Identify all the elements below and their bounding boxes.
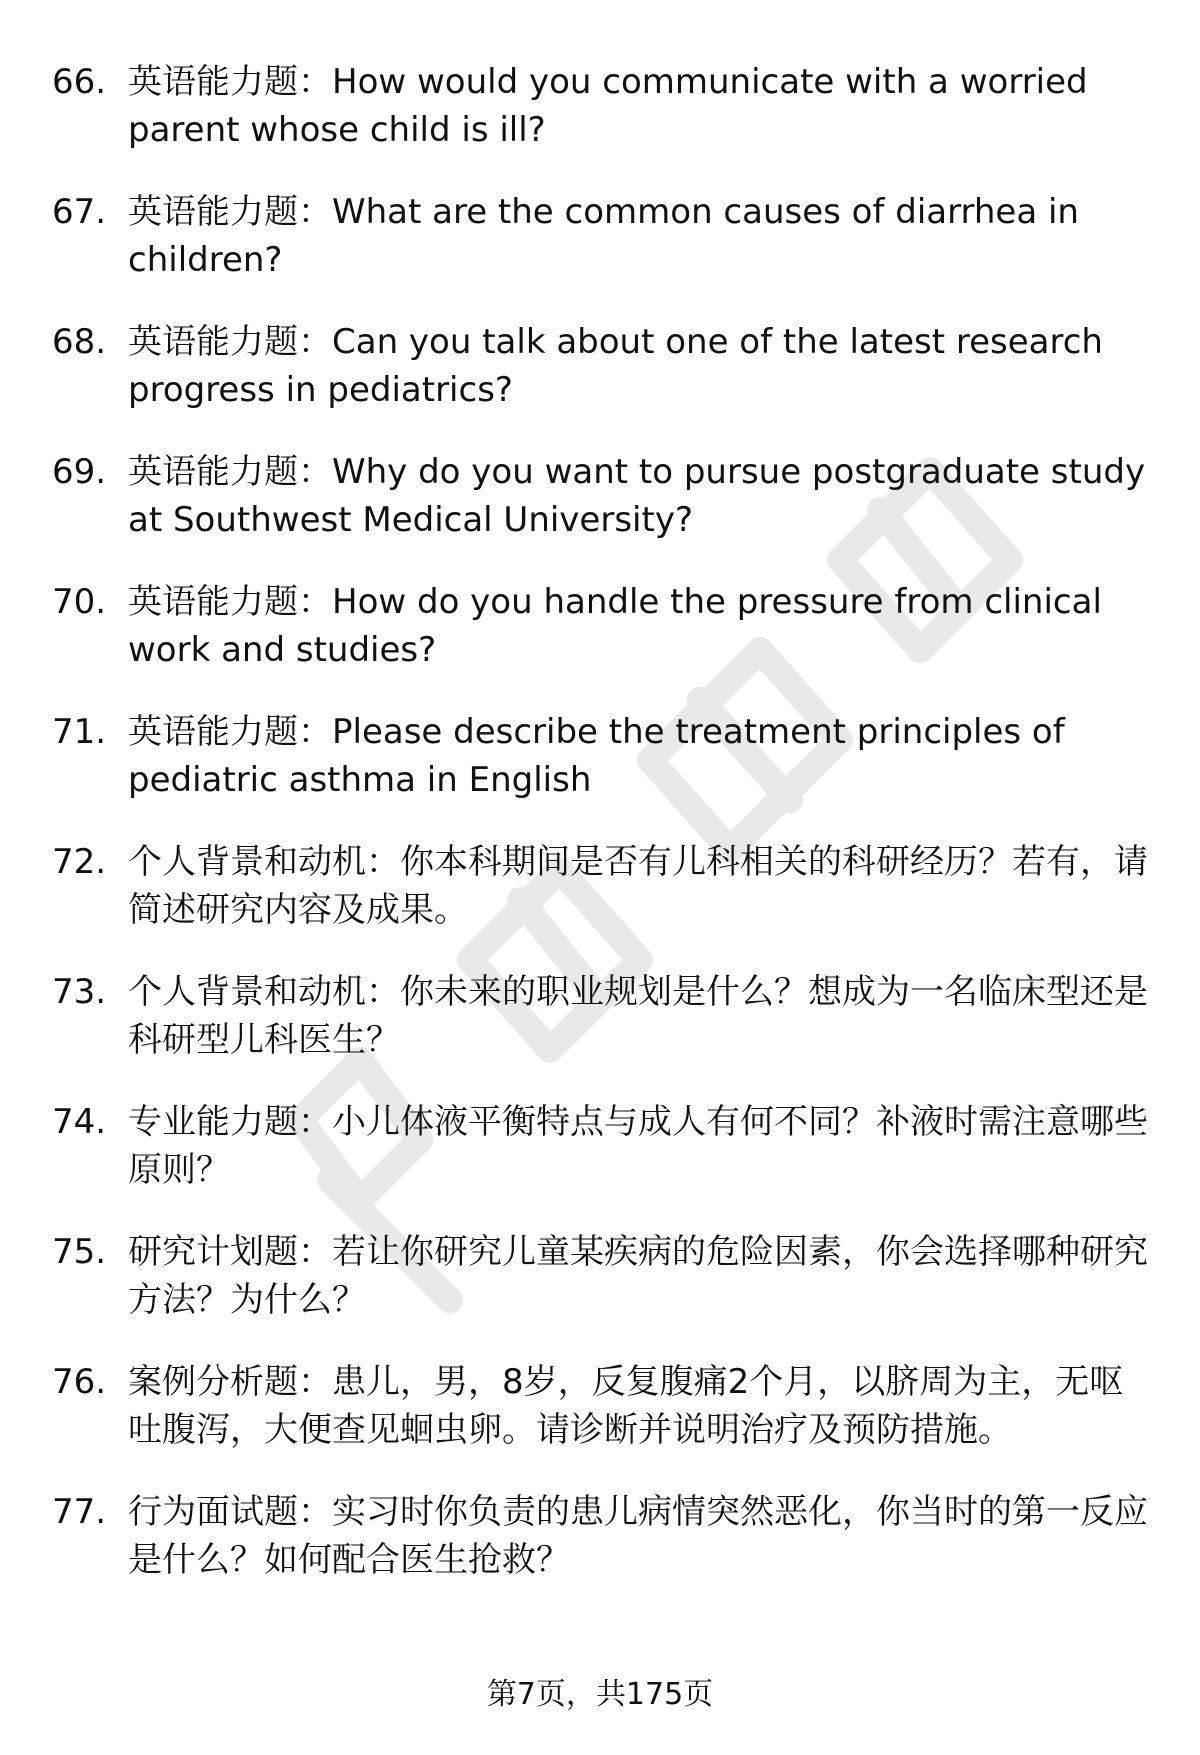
- question-text: 英语能力题：Please describe the treatment principles of pediatric asthma in English: [128, 712, 1065, 800]
- question-number: 74.: [52, 1102, 107, 1142]
- question-item: [52, 968, 1152, 1064]
- question-item: [52, 58, 1152, 154]
- question-text: 研究计划题：若让你研究儿童某疾病的危险因素，你会选择哪种研究方法？为什么？: [128, 1232, 1148, 1320]
- question-item: [52, 318, 1152, 414]
- question-number: 72.: [52, 842, 107, 882]
- question-text: 个人背景和动机：你未来的职业规划是什么？想成为一名临床型还是科研型儿科医生？: [128, 972, 1148, 1060]
- question-text: 案例分析题：患儿，男，8岁，反复腹痛2个月，以脐周为主，无呕吐腹泻，大便查见蛔虫卵。请诊断并说明治疗及预防措施。: [128, 1362, 1124, 1450]
- question-text: 英语能力题：Can you talk about one of the latest research progress in pediatrics?: [128, 322, 1103, 410]
- question-number: 75.: [52, 1232, 107, 1272]
- question-number: 71.: [52, 712, 107, 752]
- question-text: 英语能力题：What are the common causes of diarrhea in children?: [128, 192, 1079, 280]
- question-item: [52, 1358, 1152, 1454]
- question-item: [52, 1098, 1152, 1194]
- question-item: [52, 708, 1152, 804]
- question-item: [52, 188, 1152, 284]
- question-number: 77.: [52, 1492, 107, 1532]
- question-item: [52, 448, 1152, 544]
- question-item: [52, 578, 1152, 674]
- question-list: [52, 58, 1152, 1618]
- question-text: 英语能力题：How do you handle the pressure from clinical work and studies?: [128, 582, 1102, 670]
- question-number: 73.: [52, 972, 107, 1012]
- question-text: 专业能力题：小儿体液平衡特点与成人有何不同？补液时需注意哪些原则？: [128, 1102, 1148, 1190]
- question-item: [52, 838, 1152, 934]
- question-number: 67.: [52, 192, 107, 232]
- question-number: 76.: [52, 1362, 107, 1402]
- page-footer: 第7页，共175页: [486, 1677, 714, 1712]
- question-text: 英语能力题：Why do you want to pursue postgraduate study at Southwest Medical University?: [128, 452, 1146, 540]
- question-number: 70.: [52, 582, 107, 622]
- question-number: 66.: [52, 62, 107, 102]
- question-number: 69.: [52, 452, 107, 492]
- question-text: 行为面试题：实习时你负责的患儿病情突然恶化，你当时的第一反应是什么？如何配合医生抢救？: [128, 1492, 1148, 1580]
- question-item: [52, 1488, 1152, 1584]
- question-item: [52, 1228, 1152, 1324]
- question-text: 英语能力题：How would you communicate with a worried parent whose child is ill?: [128, 62, 1088, 150]
- question-text: 个人背景和动机：你本科期间是否有儿科相关的科研经历？若有，请简述研究内容及成果。: [128, 842, 1148, 930]
- question-number: 68.: [52, 322, 107, 362]
